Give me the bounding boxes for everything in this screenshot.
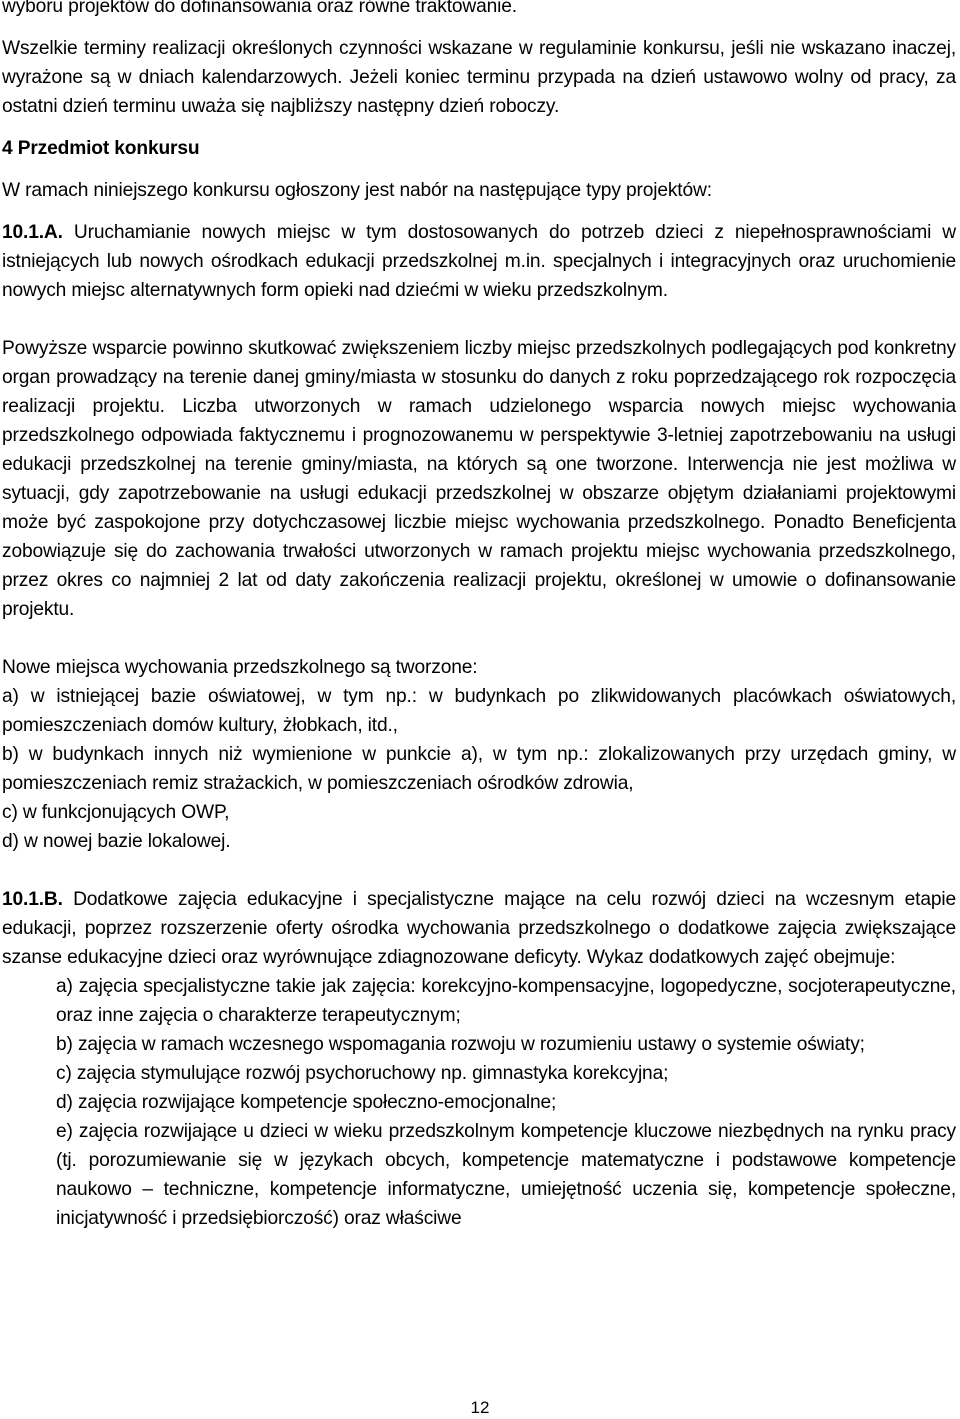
paragraph-scope: W ramach niniejszego konkursu ogłoszony jest nabór na następujące typy projektów: (2, 180, 712, 201)
new-places-item-d: d) w nowej bazie lokalowej. (2, 831, 231, 852)
project-type-a-code: 10.1.A. (2, 222, 63, 243)
project-type-a-text: Uruchamianie nowych miejsc w tym dostosowanych do potrzeb dzieci z niepełnosprawnościami w istniejących lub nowych ośrodkach edukacji przedszkolnej m.in. specjalnych i integracyjnych oraz uruchomienie nowych miejsc alternatywnych form opieki nad dziećmi w wieku przedszkolnym. (2, 222, 956, 301)
section-heading: 4 Przedmiot konkursu (2, 138, 200, 159)
project-type-b (2, 885, 956, 972)
activity-item-c: c) zajęcia stymulujące rozwój psychoruchowy np. gimnastyka korekcyjna; (56, 1063, 669, 1084)
activity-item-d: d) zajęcia rozwijające kompetencje społeczno-emocjonalne; (56, 1092, 557, 1113)
paragraph-terms: Wszelkie terminy realizacji określonych czynności wskazane w regulaminie konkursu, jeśli nie wskazano inaczej, wyrażone są w dniach kalendarzowych. Jeżeli koniec terminu przypada na dzień ustawowo wolny od pracy, za ostatni dzień terminu uważa się najbliższy następny dzień roboczy. (2, 38, 956, 117)
new-places-item-b: b) w budynkach innych niż wymienione w punkcie a), w tym np.: zlokalizowanych przy urzędach gminy, w pomieszczeniach remiz strażackich, w pomieszczeniach ośrodków zdrowia, (2, 744, 956, 794)
activity-item-a: a) zajęcia specjalistyczne takie jak zajęcia: korekcyjno-kompensacyjne, logopedyczne, socjoterapeutyczne, oraz inne zajęcia o charakterze terapeutycznym; (56, 976, 956, 1026)
activity-item-e: e) zajęcia rozwijające u dzieci w wieku przedszkolnym kompetencje kluczowe niezbędnych na rynku pracy (tj. porozumiewanie się w językach obcych, kompetencje matematyczne i podstawowe kompetencje naukowo – techniczne, kompetencje informatyczne, umiejętność uczenia się, kompetencje społeczne, inicjatywność i przedsiębiorczość) oraz właściwe (56, 1121, 956, 1229)
new-places-intro: Nowe miejsca wychowania przedszkolnego są tworzone: (2, 657, 478, 678)
project-type-b-code: 10.1.B. (2, 889, 63, 910)
new-places-item-a: a) w istniejącej bazie oświatowej, w tym np.: w budynkach po zlikwidowanych placówkach oświatowych, pomieszczeniach domów kultury, żłobkach, itd., (2, 686, 956, 736)
project-type-a (2, 218, 956, 305)
document-page (2, 0, 956, 1233)
paragraph-support: Powyższe wsparcie powinno skutkować zwiększeniem liczby miejsc przedszkolnych podlegających pod konkretny organ prowadzący na terenie danej gminy/miasta w stosunku do danych z roku poprzedzającego rok rozpoczęcia realizacji projektu. Liczba utworzonych w ramach udzielonego wsparcia nowych miejsc wychowania przedszkolnego odpowiada faktycznemu i prognozowanemu w perspektywie 3-letniej zapotrzebowaniu na usługi edukacji przedszkolnej na terenie gminy/miasta, na których są one tworzone. Interwencja nie jest możliwa w sytuacji, gdy zapotrzebowanie na usługi edukacji przedszkolnej w obszarze objętym działaniami projektowymi może być zaspokojone przy dotychczasowej liczbie miejsc wychowania przedszkolnego. Ponadto Beneficjenta zobowiązuje się do zachowania trwałości utworzonych w ramach projektu miejsc wychowania przedszkolnego, przez okres co najmniej 2 lat od daty zakończenia realizacji projektu, określonej w umowie o dofinansowanie projektu. (2, 338, 956, 620)
activity-item-b: b) zajęcia w ramach wczesnego wspomagania rozwoju w rozumieniu ustawy o systemie oświaty; (56, 1034, 865, 1055)
activities-list (2, 972, 956, 1233)
page-number: 12 (470, 1398, 490, 1417)
project-type-b-text: Dodatkowe zajęcia edukacyjne i specjalistyczne mające na celu rozwój dzieci na wczesnym etapie edukacji, poprzez rozszerzenie oferty ośrodka wychowania przedszkolnego o dodatkowe zajęcia zwiększające szanse edukacyjne dzieci oraz wyrównujące zdiagnozowane deficyty. Wykaz dodatkowych zajęć obejmuje: (2, 889, 956, 968)
paragraph-intro-tail: wyboru projektów do dofinansowania oraz równe traktowanie. (2, 0, 517, 17)
new-places-item-c: c) w funkcjonujących OWP, (2, 802, 230, 823)
